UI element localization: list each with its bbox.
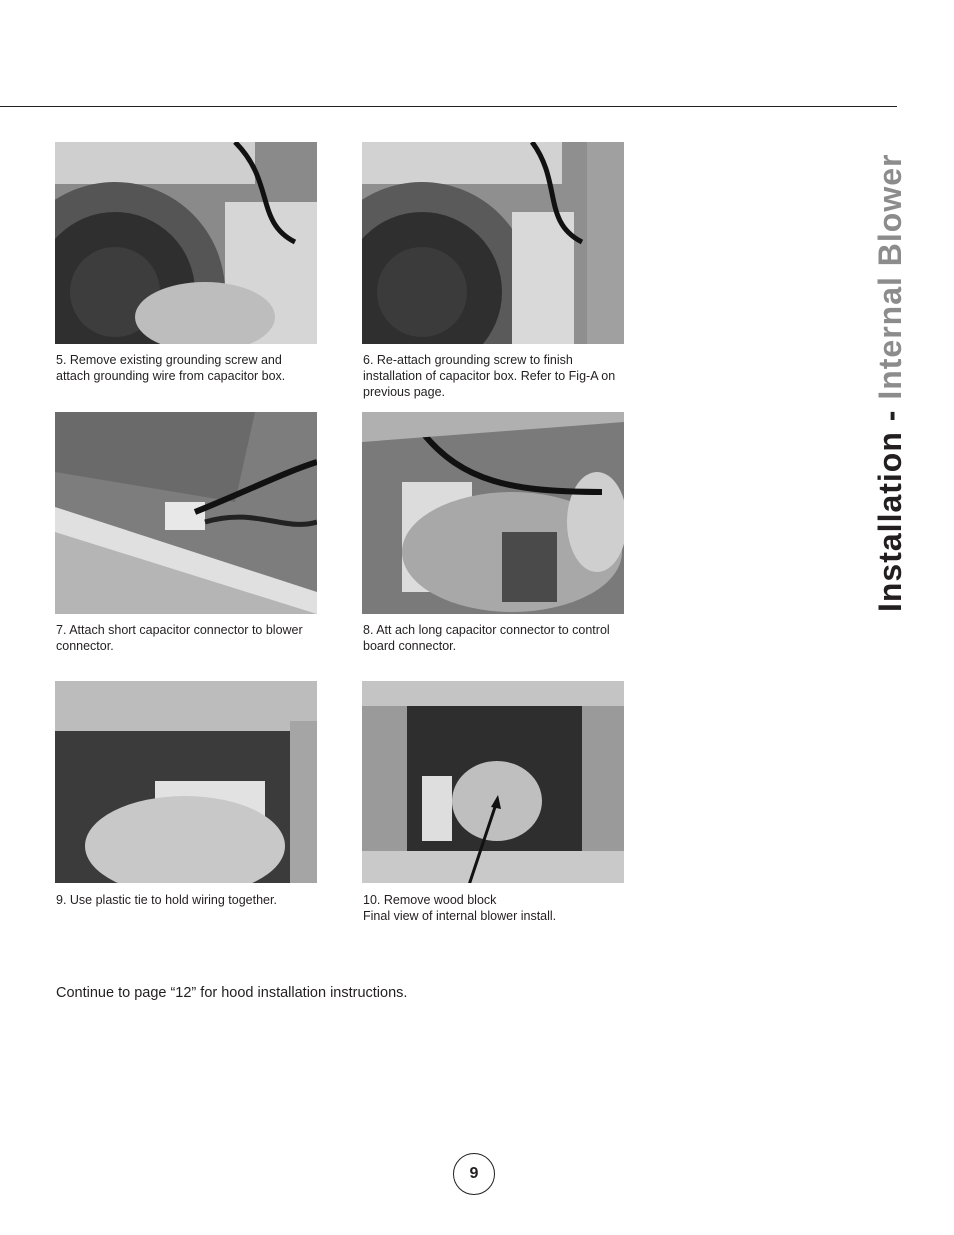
page-number: 9 [453,1153,495,1195]
step-6-caption: 6. Re-attach grounding screw to finish installation of capacitor box. Refer to Fig-A on previous page. [363,353,616,399]
step-9-photo [55,681,317,883]
step-9-caption: 9. Use plastic tie to hold wiring together. [56,893,277,907]
section-title-part2: Internal Blower [872,153,908,400]
continue-note: Continue to page “12” for hood installation instructions. [56,985,408,1001]
step-10-photo [362,681,624,883]
step-8-photo [362,412,624,614]
step-7-caption: 7. Attach short capacitor connector to blower connector. [56,623,303,653]
step-5-photo [55,142,317,344]
step-10-caption: 10. Remove wood block Final view of internal blower install. [363,893,557,923]
step-6-photo [362,142,624,344]
header-rule [0,106,897,107]
section-title [870,132,910,612]
step-7-photo [55,412,317,614]
step-5-caption: 5. Remove existing grounding screw and attach grounding wire from capacitor box. [56,353,286,383]
step-8-caption: 8. Att ach long capacitor connector to control board connector. [363,623,610,653]
section-title-part1: Installation - [872,399,908,612]
